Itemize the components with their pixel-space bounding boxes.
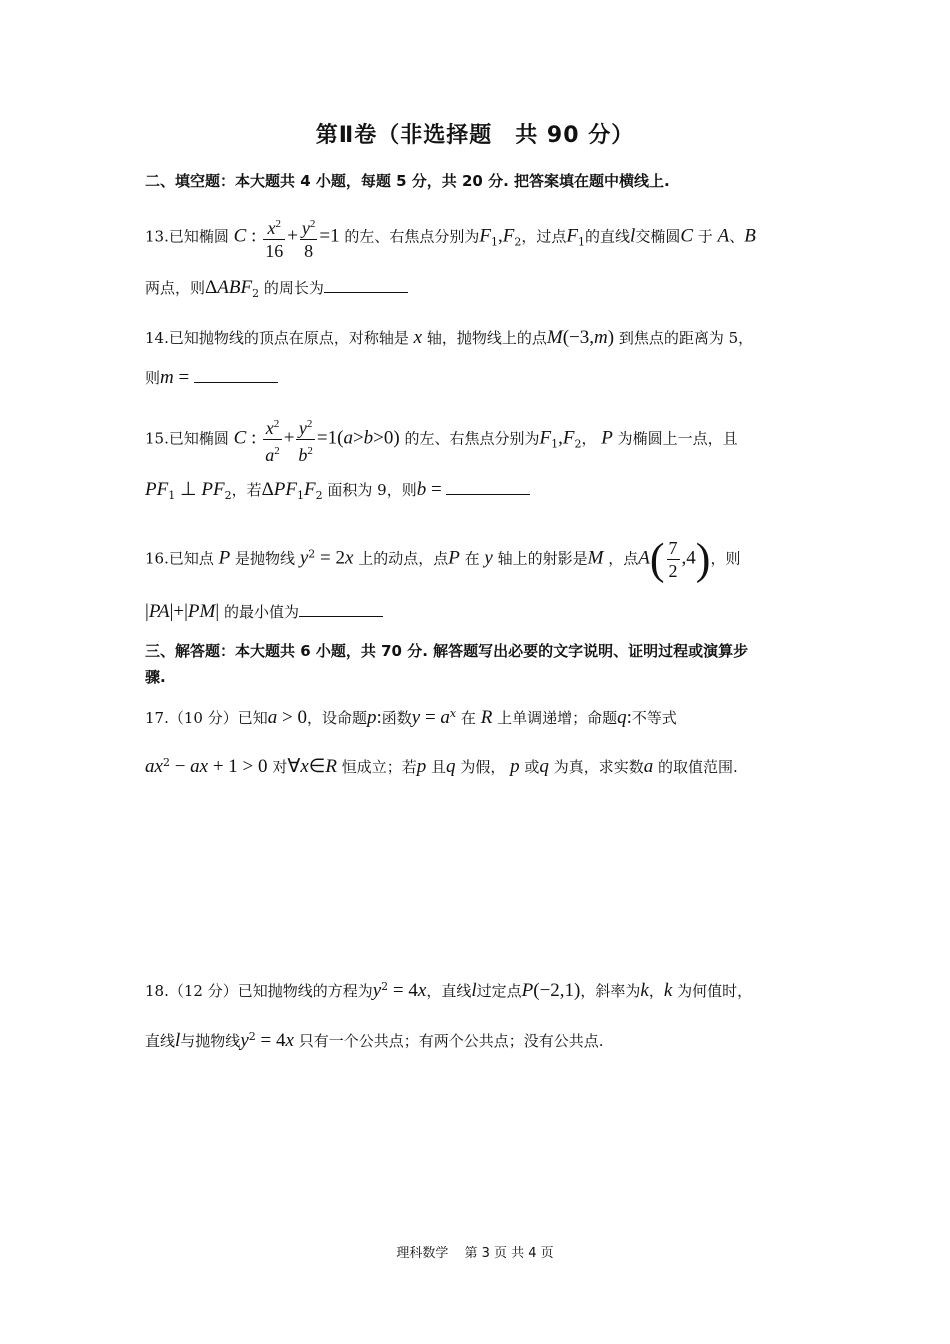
q14-answer-blank[interactable] xyxy=(194,366,278,383)
q13-fraction-x: $\frac{x^2}{16}$ xyxy=(263,213,285,262)
q14-number: 14. xyxy=(145,329,169,347)
question-14-line-1: 14.已知抛物线的顶点在原点，对称轴是 x 轴，抛物线上的点M(−3,m) 到焦点的距离为 5， xyxy=(145,327,754,348)
question-14-line-2: 则m = xyxy=(145,366,815,390)
section-answer-heading xyxy=(145,638,815,690)
q15-number: 15. xyxy=(145,429,169,448)
question-13-line-2: 两点，则$\Delta ABF_2$ 的周长为 xyxy=(145,276,815,306)
footer-page-number: 第 3 页 共 4 页 xyxy=(464,1246,554,1261)
q17-score: （10 分） xyxy=(168,709,238,727)
section-answer-heading-line-2: 骤. xyxy=(145,668,166,686)
q15-fraction-x: $\frac{x^2}{a^2}$ xyxy=(263,413,282,466)
q16-fraction-seven-halves: $\frac{7}{2}$ xyxy=(668,538,678,581)
question-17-line-2: $ax^2$ − ax + 1 > 0 对∀x∈R 恒成立；若p 且q 为假， p 或q 为真，求实数a 的取值范围. xyxy=(145,756,738,777)
q17-number: 17. xyxy=(145,709,169,727)
question-18-line-1: 18.（12 分）已知抛物线的方程为$y^2 = 4x$，直线l过定点P(−2,1)，斜率为k，k 为何值时， xyxy=(145,980,753,1001)
question-16-line-1: 16.已知点 P 是抛物线 $y^2 = 2x$ 上的动点，点P 在 y 轴上的射影是M ，点A( $\frac{7}{2}$ ,4)，则 xyxy=(145,534,741,584)
q18-number: 18. xyxy=(145,982,169,1000)
q16-number: 16. xyxy=(145,549,169,568)
q15-answer-blank[interactable] xyxy=(446,478,530,495)
page-title: 第Ⅱ卷（非选择题 共 90 分） xyxy=(315,123,635,148)
question-13-line-1: 13.已知椭圆 C : $\frac{x^2}{16}$ + $\frac{y^2}{8}$ =1 的左、右焦点分别为$F_1,F_2$，过点$F_1$的直线l交椭圆C 于 A、B xyxy=(145,213,815,262)
section-answer-heading-line-1: 三、解答题：本大题共 6 小题，共 70 分. 解答题写出必要的文字说明、证明过程或演算步 xyxy=(145,642,749,660)
q18-score: （12 分） xyxy=(168,982,238,1000)
question-18-line-2: 直线l与抛物线$y^2 = 4x$ 只有一个公共点；有两个公共点；没有公共点. xyxy=(145,1030,604,1051)
question-17-line-1: 17.（10 分）已知a > 0，设命题p:函数$y = a^x$ 在 R 上单调递增；命题q:不等式 xyxy=(145,707,677,728)
question-15-line-2: $PF_1$ ⊥ $PF_2$，若$\Delta PF_1F_2$ 面积为 9，则b = xyxy=(145,478,815,508)
q13-answer-blank[interactable] xyxy=(324,276,408,293)
page-footer xyxy=(0,1242,950,1261)
question-15-line-1: 15.已知椭圆 C : $\frac{x^2}{a^2}$ + $\frac{y^2}{b^2}$ =1(a>b>0) 的左、右焦点分别为$F_1,F_2$， P 为椭圆上一点，且 xyxy=(145,413,815,466)
q13-fraction-y: $\frac{y^2}{8}$ xyxy=(300,213,318,262)
footer-subject: 理科数学 xyxy=(396,1246,449,1261)
section-fill-in-heading: 二、填空题：本大题共 4 小题，每题 5 分，共 20 分. 把答案填在题中横线上. xyxy=(145,172,670,190)
q16-answer-blank[interactable] xyxy=(299,600,383,617)
q15-fraction-y: $\frac{y^2}{b^2}$ xyxy=(296,413,315,466)
question-16-line-2: |PA|+|PM| 的最小值为 xyxy=(145,600,815,624)
q13-number: 13. xyxy=(145,227,169,246)
